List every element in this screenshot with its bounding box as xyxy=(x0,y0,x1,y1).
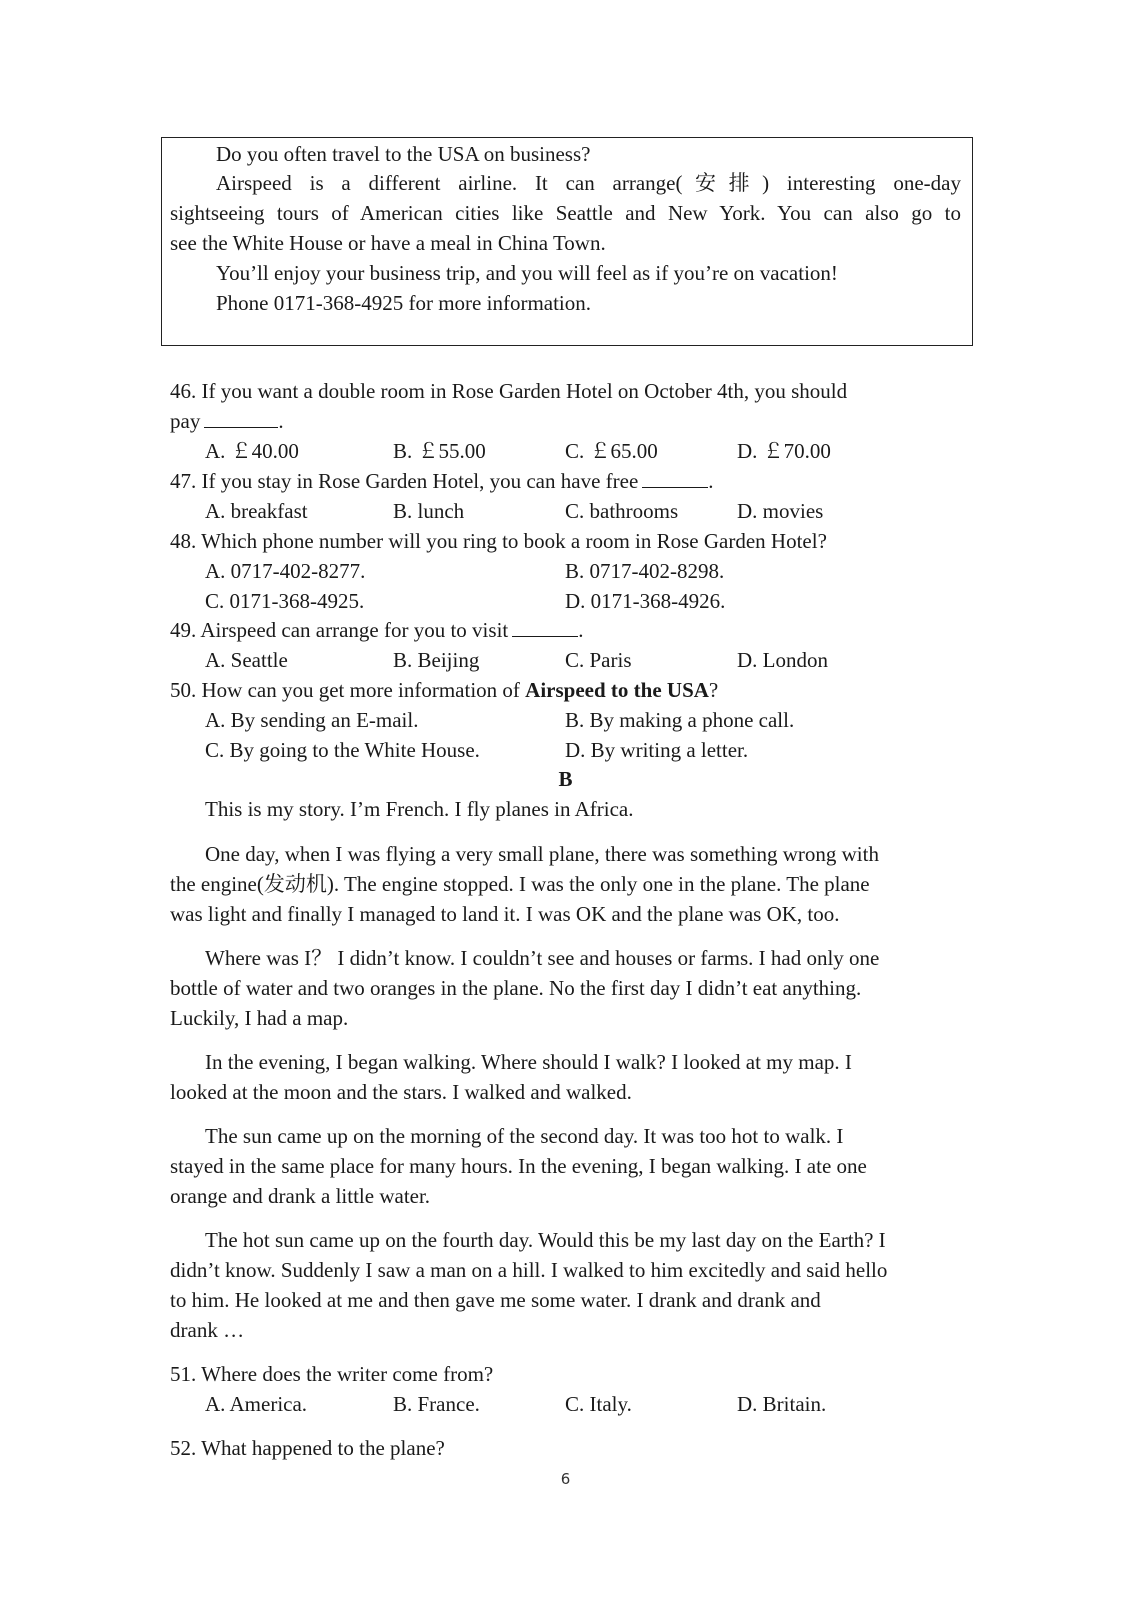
question-49-text: 49. Airspeed can arrange for you to visit xyxy=(170,618,509,642)
page-number: 6 xyxy=(560,1470,571,1488)
q47-option-a: A. breakfast xyxy=(205,499,308,523)
story-p6-line-3: to him. He looked at me and then gave me some water. I drank and drank and xyxy=(170,1288,821,1312)
question-48-text: 48. Which phone number will you ring to book a room in Rose Garden Hotel? xyxy=(170,529,827,553)
q47-option-d: D. movies xyxy=(737,499,824,523)
story-p5-line-1: The sun came up on the morning of the second day. It was too hot to walk. I xyxy=(205,1124,844,1148)
question-46-continued xyxy=(170,407,284,435)
story-p6-line-2: didn’t know. Suddenly I saw a man on a hill. I walked to him excitedly and said hello xyxy=(170,1258,888,1282)
story-p3-line-1: Where was I？ I didn’t know. I couldn’t see and houses or farms. I had only one xyxy=(205,946,880,970)
question-50-bold: Airspeed to the USA xyxy=(525,678,709,702)
question-52-text: 52. What happened to the plane? xyxy=(170,1436,445,1460)
q46-option-d: D. ￡70.00 xyxy=(737,439,831,463)
question-51-text: 51. Where does the writer come from? xyxy=(170,1362,494,1386)
ad-line-5: You’ll enjoy your business trip, and you will feel as if you’re on vacation! xyxy=(216,261,838,285)
story-p2-line-2: the engine(发动机). The engine stopped. I was the only one in the plane. The plane xyxy=(170,872,870,896)
ad-line-2: Airspeed is a different airline. It can arrange(安排) interesting one-day xyxy=(216,171,961,195)
q49-option-d: D. London xyxy=(737,648,828,672)
question-47 xyxy=(170,467,714,495)
story-p4-line-1: In the evening, I began walking. Where should I walk? I looked at my map. I xyxy=(205,1050,852,1074)
question-50-end: ? xyxy=(708,678,719,702)
q50-option-a: A. By sending an E-mail. xyxy=(205,708,419,732)
q48-option-d: D. 0171-368-4926. xyxy=(565,589,726,613)
story-p5-line-2: stayed in the same place for many hours. In the evening, I began walking. I ate one xyxy=(170,1154,867,1178)
question-46-pay: pay xyxy=(170,409,201,433)
q50-option-c: C. By going to the White House. xyxy=(205,738,480,762)
section-b-heading: B xyxy=(558,767,573,791)
question-49-end: . xyxy=(578,618,584,642)
question-50 xyxy=(170,676,718,704)
q51-option-b: B. France. xyxy=(393,1392,480,1416)
question-46-end: . xyxy=(278,409,284,433)
story-p3-line-2: bottle of water and two oranges in the plane. No the first day I didn’t eat anything. xyxy=(170,976,862,1000)
question-47-text: 47. If you stay in Rose Garden Hotel, you can have free xyxy=(170,469,639,493)
q46-option-a: A. ￡40.00 xyxy=(205,439,299,463)
answer-blank xyxy=(642,469,708,488)
q49-option-c: C. Paris xyxy=(565,648,632,672)
answer-blank xyxy=(204,409,278,428)
question-46-text: 46. If you want a double room in Rose Garden Hotel on October 4th, you should xyxy=(170,379,848,403)
q48-option-b: B. 0717-402-8298. xyxy=(565,559,725,583)
q51-option-a: A. America. xyxy=(205,1392,308,1416)
q47-option-c: C. bathrooms xyxy=(565,499,679,523)
q50-option-d: D. By writing a letter. xyxy=(565,738,749,762)
q47-option-b: B. lunch xyxy=(393,499,465,523)
story-p1: This is my story. I’m French. I fly planes in Africa. xyxy=(205,797,634,821)
q48-option-c: C. 0171-368-4925. xyxy=(205,589,365,613)
ad-line-3: sightseeing tours of American cities like Seattle and New York. You can also go to xyxy=(170,201,961,225)
story-p6-line-1: The hot sun came up on the fourth day. Would this be my last day on the Earth? I xyxy=(205,1228,886,1252)
ad-line-4: see the White House or have a meal in China Town. xyxy=(170,231,606,255)
story-p2-line-3: was light and finally I managed to land it. I was OK and the plane was OK, too. xyxy=(170,902,840,926)
q46-option-b: B. ￡55.00 xyxy=(393,439,486,463)
answer-blank xyxy=(512,618,578,637)
story-p6-line-4: drank … xyxy=(170,1318,245,1342)
story-p2-line-1: One day, when I was flying a very small plane, there was something wrong with xyxy=(205,842,879,866)
q51-option-c: C. Italy. xyxy=(565,1392,632,1416)
ad-line-1: Do you often travel to the USA on business? xyxy=(216,142,591,166)
q46-option-c: C. ￡65.00 xyxy=(565,439,658,463)
q49-option-b: B. Beijing xyxy=(393,648,480,672)
q48-option-a: A. 0717-402-8277. xyxy=(205,559,366,583)
ad-line-6: Phone 0171-368-4925 for more information. xyxy=(216,291,592,315)
q51-option-d: D. Britain. xyxy=(737,1392,827,1416)
question-50-text: 50. How can you get more information of xyxy=(170,678,526,702)
q49-option-a: A. Seattle xyxy=(205,648,288,672)
q50-option-b: B. By making a phone call. xyxy=(565,708,795,732)
story-p3-line-3: Luckily, I had a map. xyxy=(170,1006,349,1030)
story-p4-line-2: looked at the moon and the stars. I walked and walked. xyxy=(170,1080,632,1104)
story-p5-line-3: orange and drank a little water. xyxy=(170,1184,431,1208)
question-49 xyxy=(170,616,584,644)
question-47-end: . xyxy=(708,469,714,493)
